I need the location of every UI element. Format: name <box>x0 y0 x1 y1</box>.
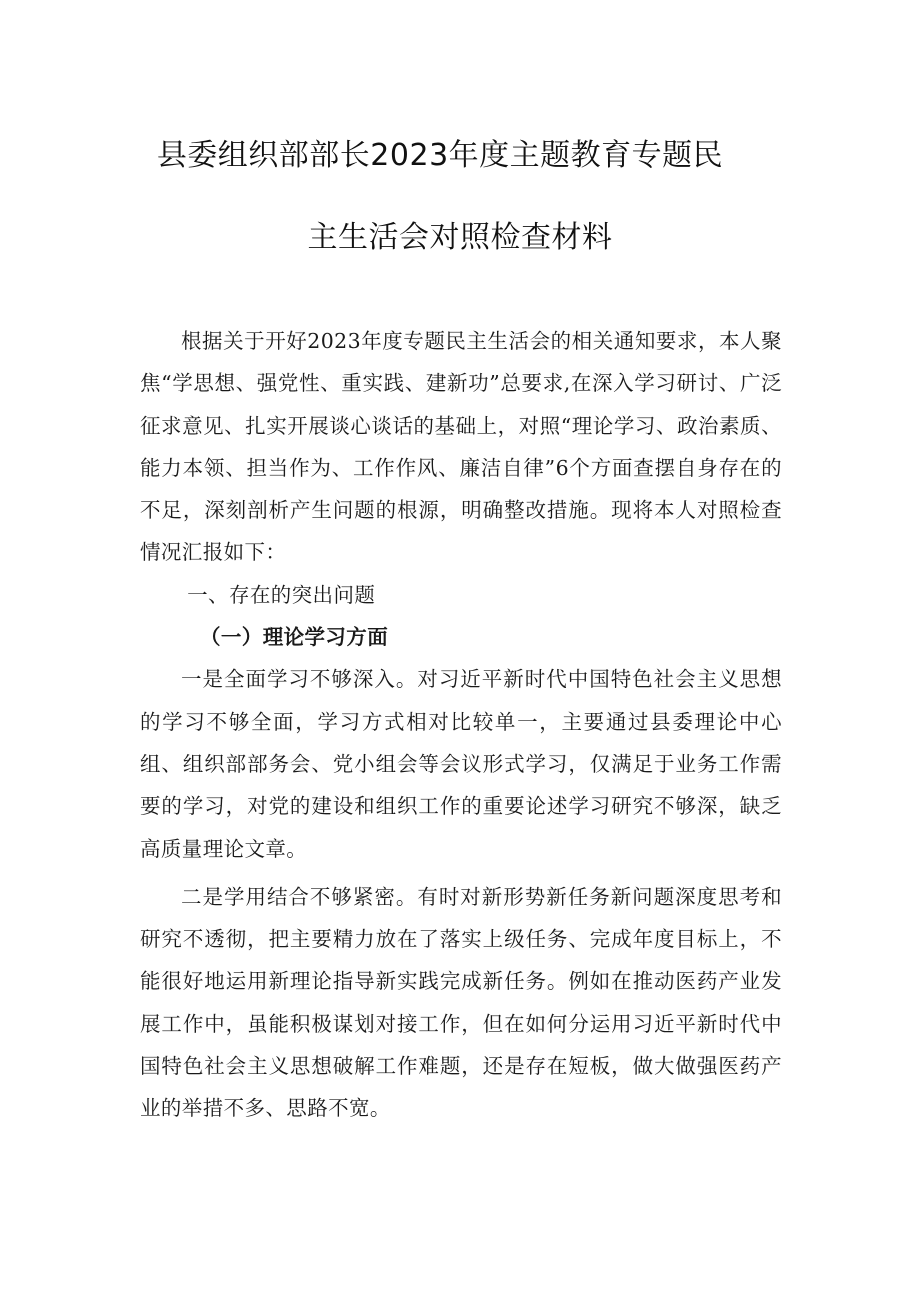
body-paragraph-1: 一是全面学习不够深入。对习近平新时代中国特色社会主义思想的学习不够全面，学习方式相对比较单一，主要通过县委理论中心组、组织部部务会、党小组会等会议形式学习，仅满足于业务工作需要的学习，对党的建设和组织工作的重要论述学习研究不够深，缺乏高质量理论文章。 <box>140 667 782 861</box>
document-body <box>140 320 782 1130</box>
section-heading: 一、存在的突出问题 <box>187 582 376 607</box>
document-title-line-2: 主生活会对照检查材料 <box>307 220 613 255</box>
subsection-heading: （一）理论学习方面 <box>200 625 389 650</box>
document-title-line-1: 县委组织部部长2023年度主题教育专题民 <box>156 138 724 173</box>
body-paragraph-2: 二是学用结合不够紧密。有时对新形势新任务新问题深度思考和研究不透彻，把主要精力放在了落实上级任务、完成年度目标上，不能很好地运用新理论指导新实践完成新任务。例如在推动医药产业发展工作中，虽能积极谋划对接工作，但在如何分运用习近平新时代中国特色社会主义思想破解工作难题，还是存在短板，做大做强医药产业的举措不多、思路不宽。 <box>140 884 782 1121</box>
intro-paragraph: 根据关于开好2023年度专题民主生活会的相关通知要求，本人聚焦“学思想、强党性、重实践、建新功”总要求,在深入学习研讨、广泛征求意见、扎实开展谈心谈话的基础上，对照“理论学习、政治素质、能力本领、担当作为、工作作风、廉洁自律”6个方面查摆自身存在的不足，深刻剖析产生问题的根源，明确整改措施。现将本人对照检查情况汇报如下： <box>140 329 782 565</box>
